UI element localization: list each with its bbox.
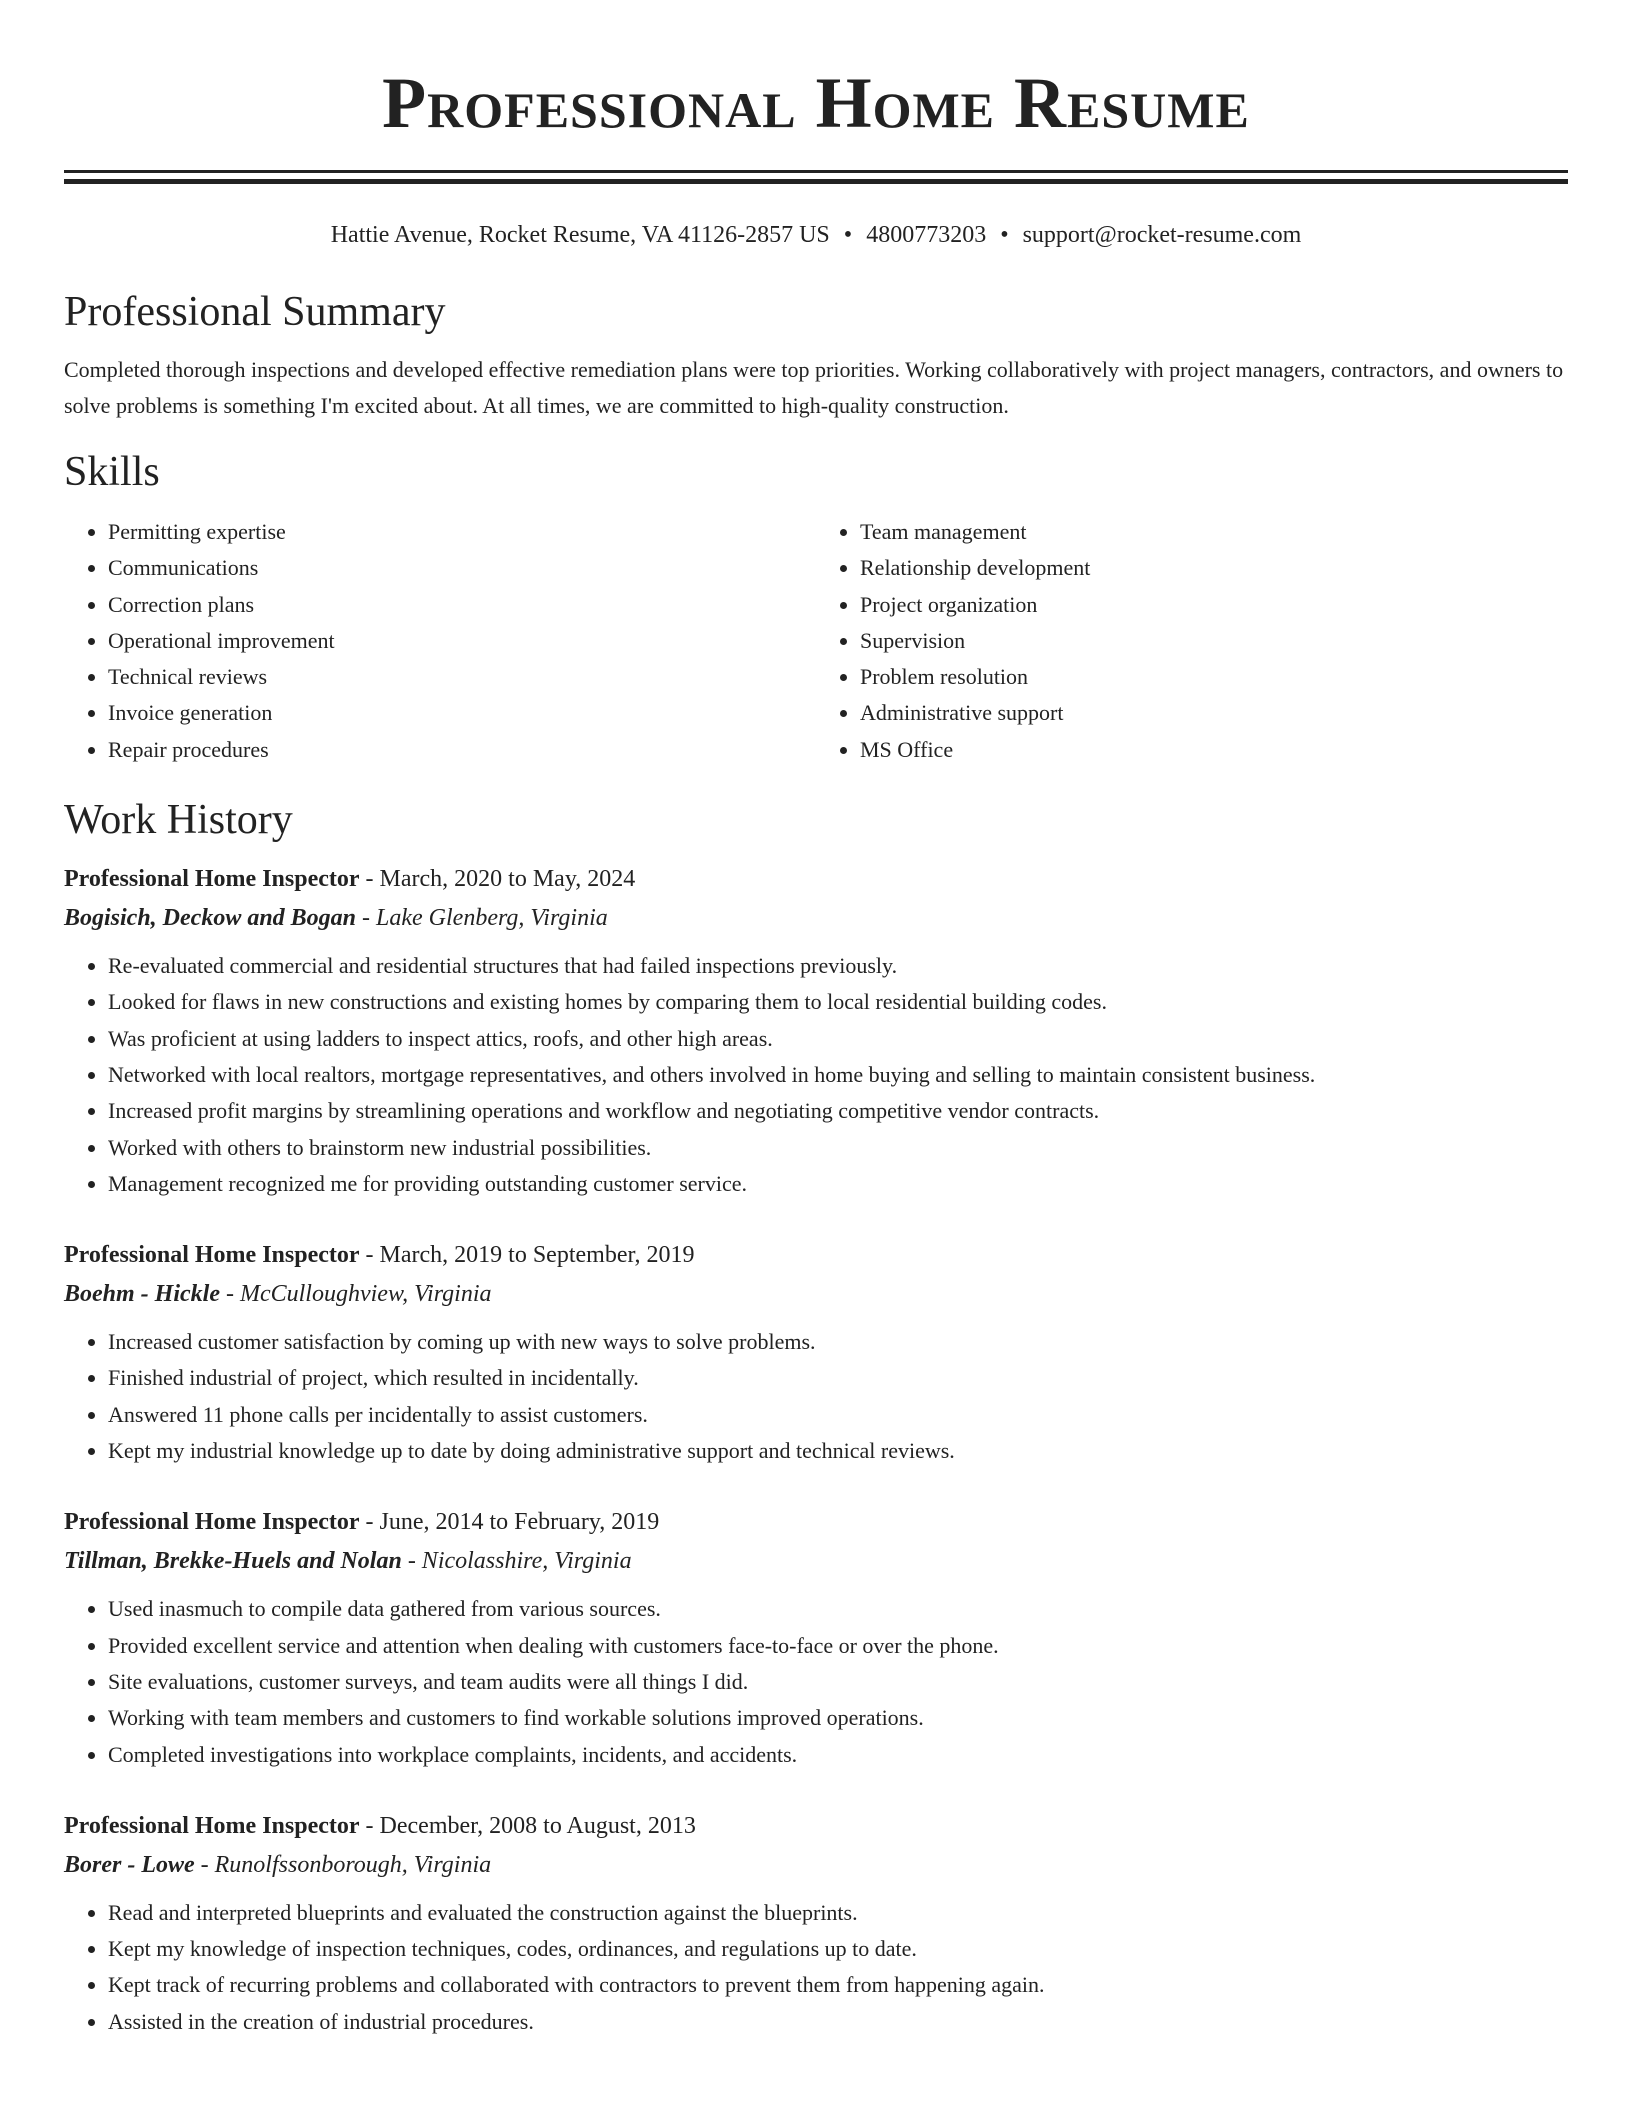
skill-item: • Project organization [860, 587, 1568, 623]
contact-separator: • [1000, 222, 1009, 248]
job-bullet: • Re-evaluated commercial and residential structures that had failed inspections previously. [108, 948, 1568, 984]
skill-item: • Team management [860, 514, 1568, 550]
skills-list-left [64, 514, 816, 768]
job-location: - Lake Glenberg, Virginia [356, 905, 608, 932]
job-bullet: • Finished industrial of project, which resulted in incidentally. [108, 1360, 1568, 1396]
job-entry [64, 1236, 1568, 1469]
summary-text: Completed thorough inspections and developed effective remediation plans were top priorities. Working collaboratively with project managers, contractors, and owners to solve problems is something I'm excited about. At all times, we are committed to high-quality construction. [64, 357, 1564, 418]
job-location: - Runolfssonborough, Virginia [194, 1851, 492, 1878]
resume-page [64, 0, 1568, 2040]
skill-item: • Permitting expertise [108, 514, 816, 550]
title-rule-bottom [64, 179, 1568, 184]
contact-separator: • [843, 222, 853, 248]
job-bullet: • Increased profit margins by streamlining operations and workflow and negotiating competitive vendor contracts. [108, 1093, 1568, 1129]
summary-heading: Professional Summary [64, 289, 446, 335]
job-bullet: • Looked for flaws in new constructions and existing homes by comparing them to local residential building codes. [108, 984, 1568, 1020]
contact-email[interactable]: support@rocket-resume.com [1022, 222, 1302, 248]
skills-heading: Skills [64, 449, 160, 495]
job-header [64, 1236, 1568, 1274]
job-company-line [64, 1845, 1568, 1885]
job-bullet: • Networked with local realtors, mortgage representatives, and others involved in home buying and selling to maintain consistent business. [108, 1057, 1568, 1093]
job-bullet: • Management recognized me for providing outstanding customer service. [108, 1166, 1568, 1202]
skill-item: • Repair procedures [108, 732, 816, 768]
skill-item: • Communications [108, 550, 816, 586]
job-dates: - December, 2008 to August, 2013 [359, 1812, 696, 1839]
job-bullet: • Read and interpreted blueprints and evaluated the construction against the blueprints. [108, 1895, 1568, 1931]
job-bullet: • Increased customer satisfaction by coming up with new ways to solve problems. [108, 1324, 1568, 1360]
title-rule-top [64, 170, 1568, 173]
job-company-line [64, 898, 1568, 938]
job-bullets [64, 948, 1568, 1202]
job-bullets [64, 1895, 1568, 2040]
skill-item: • Relationship development [860, 550, 1568, 586]
job-dates: - March, 2020 to May, 2024 [359, 866, 636, 893]
job-position: Professional Home Inspector [64, 1242, 360, 1269]
skills-columns [64, 514, 1568, 768]
skill-item: • MS Office [860, 732, 1568, 768]
job-bullet: • Answered 11 phone calls per incidentally to assist customers. [108, 1397, 1568, 1433]
job-location: - Nicolasshire, Virginia [401, 1548, 632, 1575]
job-bullet: • Kept track of recurring problems and collaborated with contractors to prevent them from happening again. [108, 1967, 1568, 2003]
job-header [64, 1503, 1568, 1541]
job-company: Borer - Lowe [64, 1851, 195, 1878]
job-bullets [64, 1324, 1568, 1469]
job-bullet: • Worked with others to brainstorm new industrial possibilities. [108, 1130, 1568, 1166]
job-bullet: • Was proficient at using ladders to inspect attics, roofs, and other high areas. [108, 1021, 1568, 1057]
skill-item: • Correction plans [108, 587, 816, 623]
skill-item: • Problem resolution [860, 659, 1568, 695]
job-header [64, 860, 1568, 898]
job-company-line [64, 1274, 1568, 1314]
job-dates: - June, 2014 to February, 2019 [359, 1509, 660, 1536]
job-company-line [64, 1541, 1568, 1581]
skill-item: • Invoice generation [108, 695, 816, 731]
skill-item: • Operational improvement [108, 623, 816, 659]
skill-item: • Technical reviews [108, 659, 816, 695]
skill-item: • Administrative support [860, 695, 1568, 731]
contact-line [64, 220, 1568, 250]
job-bullets [64, 1591, 1568, 1772]
job-bullet: • Completed investigations into workplace complaints, incidents, and accidents. [108, 1737, 1568, 1773]
job-entry [64, 1807, 1568, 2040]
contact-phone: 4800773203 [866, 222, 987, 248]
job-position: Professional Home Inspector [64, 866, 360, 893]
contact-address: Hattie Avenue, Rocket Resume, VA 41126-2857 US [330, 222, 830, 248]
job-company: Boehm - Hickle [64, 1281, 220, 1308]
job-bullet: • Site evaluations, customer surveys, and team audits were all things I did. [108, 1664, 1568, 1700]
job-bullet: • Kept my industrial knowledge up to date by doing administrative support and technical reviews. [108, 1433, 1568, 1469]
job-company: Tillman, Brekke-Huels and Nolan [64, 1548, 402, 1575]
skills-list-right [816, 514, 1568, 768]
job-dates: - March, 2019 to September, 2019 [359, 1242, 695, 1269]
job-entry [64, 1503, 1568, 1772]
job-bullet: • Assisted in the creation of industrial procedures. [108, 2004, 1568, 2040]
resume-title: Professional Home Resume [382, 63, 1250, 143]
work-history-heading: Work History [64, 797, 293, 844]
job-position: Professional Home Inspector [64, 1812, 360, 1839]
job-bullet: • Working with team members and customers to find workable solutions improved operations. [108, 1700, 1568, 1736]
job-entry [64, 860, 1568, 1202]
job-header [64, 1807, 1568, 1845]
job-bullet: • Kept my knowledge of inspection techniques, codes, ordinances, and regulations up to date. [108, 1931, 1568, 1967]
job-position: Professional Home Inspector [64, 1509, 360, 1536]
job-location: - McCulloughview, Virginia [219, 1281, 492, 1308]
skill-item: • Supervision [860, 623, 1568, 659]
job-company: Bogisich, Deckow and Bogan [64, 905, 357, 932]
job-bullet: • Provided excellent service and attention when dealing with customers face-to-face or over the phone. [108, 1628, 1568, 1664]
job-bullet: • Used inasmuch to compile data gathered from various sources. [108, 1591, 1568, 1627]
